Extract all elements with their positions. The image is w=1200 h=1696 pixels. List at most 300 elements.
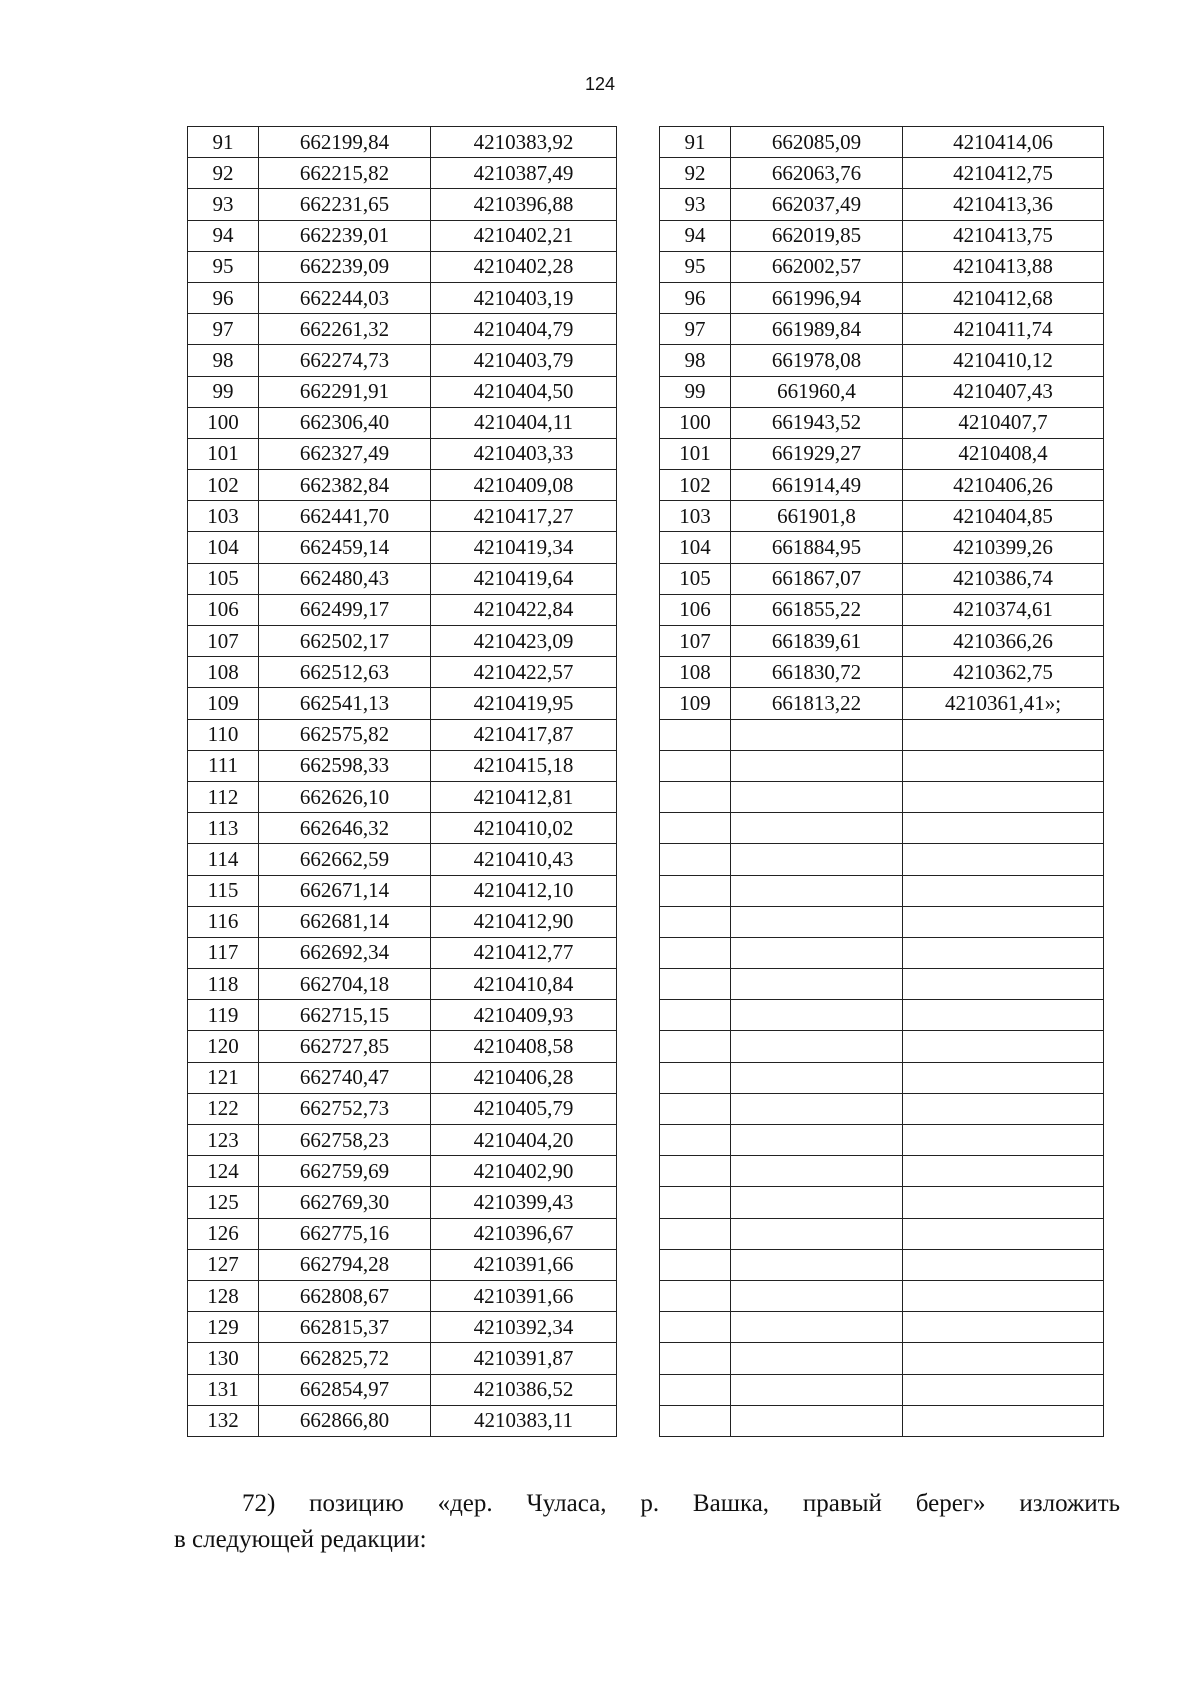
- right-y-coordinate: 4210407,43: [903, 376, 1104, 407]
- right-y-coordinate: 4210407,7: [903, 407, 1104, 438]
- table-gap: [617, 1062, 660, 1093]
- empty-cell: [660, 813, 731, 844]
- left-y-coordinate: 4210399,43: [431, 1187, 617, 1218]
- left-x-coordinate: 662866,80: [259, 1405, 431, 1436]
- table-row: [188, 688, 1104, 719]
- left-y-coordinate: 4210415,18: [431, 750, 617, 781]
- empty-cell: [731, 1280, 903, 1311]
- left-x-coordinate: 662239,09: [259, 251, 431, 282]
- left-point-number: 130: [188, 1343, 259, 1374]
- left-x-coordinate: 662671,14: [259, 875, 431, 906]
- left-point-number: 102: [188, 470, 259, 501]
- table-row: [188, 594, 1104, 625]
- left-x-coordinate: 662239,01: [259, 220, 431, 251]
- table-row: [188, 407, 1104, 438]
- left-y-coordinate: 4210404,20: [431, 1125, 617, 1156]
- right-y-coordinate: 4210374,61: [903, 594, 1104, 625]
- left-x-coordinate: 662775,16: [259, 1218, 431, 1249]
- left-point-number: 113: [188, 813, 259, 844]
- table-row: [188, 189, 1104, 220]
- left-y-coordinate: 4210410,43: [431, 844, 617, 875]
- right-y-coordinate: 4210412,68: [903, 282, 1104, 313]
- empty-cell: [731, 1031, 903, 1062]
- left-x-coordinate: 662815,37: [259, 1312, 431, 1343]
- table-gap: [617, 1405, 660, 1436]
- right-y-coordinate: 4210413,88: [903, 251, 1104, 282]
- empty-cell: [903, 1187, 1104, 1218]
- table-gap: [617, 1374, 660, 1405]
- left-point-number: 132: [188, 1405, 259, 1436]
- table-row: [188, 844, 1104, 875]
- left-point-number: 108: [188, 657, 259, 688]
- table-gap: [617, 1280, 660, 1311]
- right-point-number: 100: [660, 407, 731, 438]
- left-x-coordinate: 662681,14: [259, 906, 431, 937]
- right-y-coordinate: 4210362,75: [903, 657, 1104, 688]
- table-gap: [617, 127, 660, 158]
- table-row: [188, 1125, 1104, 1156]
- empty-cell: [731, 1343, 903, 1374]
- left-y-coordinate: 4210410,02: [431, 813, 617, 844]
- left-point-number: 123: [188, 1125, 259, 1156]
- right-point-number: 108: [660, 657, 731, 688]
- table-gap: [617, 657, 660, 688]
- right-point-number: 94: [660, 220, 731, 251]
- left-point-number: 129: [188, 1312, 259, 1343]
- empty-cell: [660, 1093, 731, 1124]
- left-y-coordinate: 4210409,93: [431, 1000, 617, 1031]
- left-point-number: 124: [188, 1156, 259, 1187]
- empty-cell: [660, 1374, 731, 1405]
- table-row: [188, 1218, 1104, 1249]
- right-point-number: 103: [660, 501, 731, 532]
- right-x-coordinate: 661978,08: [731, 345, 903, 376]
- right-x-coordinate: 661996,94: [731, 282, 903, 313]
- left-point-number: 106: [188, 594, 259, 625]
- table-row: [188, 1405, 1104, 1436]
- table-row: [188, 470, 1104, 501]
- left-x-coordinate: 662646,32: [259, 813, 431, 844]
- left-x-coordinate: 662662,59: [259, 844, 431, 875]
- empty-cell: [903, 719, 1104, 750]
- table-row: [188, 127, 1104, 158]
- left-y-coordinate: 4210402,28: [431, 251, 617, 282]
- empty-cell: [731, 1218, 903, 1249]
- table-gap: [617, 189, 660, 220]
- empty-cell: [903, 1000, 1104, 1031]
- right-y-coordinate: 4210361,41»;: [903, 688, 1104, 719]
- left-x-coordinate: 662854,97: [259, 1374, 431, 1405]
- right-x-coordinate: 661855,22: [731, 594, 903, 625]
- empty-cell: [903, 906, 1104, 937]
- right-x-coordinate: 661989,84: [731, 314, 903, 345]
- right-y-coordinate: 4210410,12: [903, 345, 1104, 376]
- empty-cell: [731, 906, 903, 937]
- table-row: [188, 1249, 1104, 1280]
- table-gap: [617, 407, 660, 438]
- empty-cell: [660, 719, 731, 750]
- left-point-number: 105: [188, 563, 259, 594]
- left-x-coordinate: 662231,65: [259, 189, 431, 220]
- table-gap: [617, 969, 660, 1000]
- left-point-number: 107: [188, 626, 259, 657]
- left-x-coordinate: 662692,34: [259, 937, 431, 968]
- right-point-number: 92: [660, 158, 731, 189]
- left-point-number: 112: [188, 781, 259, 812]
- left-y-coordinate: 4210409,08: [431, 470, 617, 501]
- right-point-number: 93: [660, 189, 731, 220]
- left-x-coordinate: 662825,72: [259, 1343, 431, 1374]
- left-point-number: 115: [188, 875, 259, 906]
- table-gap: [617, 345, 660, 376]
- left-y-coordinate: 4210396,67: [431, 1218, 617, 1249]
- left-point-number: 109: [188, 688, 259, 719]
- left-y-coordinate: 4210403,19: [431, 282, 617, 313]
- right-x-coordinate: 662037,49: [731, 189, 903, 220]
- left-y-coordinate: 4210417,27: [431, 501, 617, 532]
- table-row: [188, 1374, 1104, 1405]
- empty-cell: [903, 1280, 1104, 1311]
- right-point-number: 107: [660, 626, 731, 657]
- right-x-coordinate: 661943,52: [731, 407, 903, 438]
- left-x-coordinate: 662274,73: [259, 345, 431, 376]
- left-y-coordinate: 4210405,79: [431, 1093, 617, 1124]
- table-row: [188, 501, 1104, 532]
- empty-cell: [903, 1218, 1104, 1249]
- left-x-coordinate: 662727,85: [259, 1031, 431, 1062]
- empty-cell: [731, 1405, 903, 1436]
- table-row: [188, 563, 1104, 594]
- amendment-text-line-2: в следующей редакции:: [174, 1526, 427, 1553]
- left-x-coordinate: 662382,84: [259, 470, 431, 501]
- empty-cell: [903, 1374, 1104, 1405]
- table-gap: [617, 501, 660, 532]
- empty-cell: [731, 969, 903, 1000]
- left-y-coordinate: 4210391,66: [431, 1249, 617, 1280]
- left-y-coordinate: 4210404,79: [431, 314, 617, 345]
- empty-cell: [731, 781, 903, 812]
- table-gap: [617, 314, 660, 345]
- left-point-number: 94: [188, 220, 259, 251]
- left-y-coordinate: 4210408,58: [431, 1031, 617, 1062]
- right-y-coordinate: 4210366,26: [903, 626, 1104, 657]
- table-gap: [617, 844, 660, 875]
- empty-cell: [731, 1249, 903, 1280]
- table-gap: [617, 563, 660, 594]
- table-row: [188, 626, 1104, 657]
- empty-cell: [903, 1156, 1104, 1187]
- empty-cell: [903, 1249, 1104, 1280]
- table-row: [188, 1187, 1104, 1218]
- table-gap: [617, 719, 660, 750]
- right-x-coordinate: 661914,49: [731, 470, 903, 501]
- left-point-number: 118: [188, 969, 259, 1000]
- empty-cell: [660, 1312, 731, 1343]
- table-row: [188, 875, 1104, 906]
- left-y-coordinate: 4210403,33: [431, 438, 617, 469]
- left-point-number: 125: [188, 1187, 259, 1218]
- left-x-coordinate: 662512,63: [259, 657, 431, 688]
- table-gap: [617, 626, 660, 657]
- right-x-coordinate: 661929,27: [731, 438, 903, 469]
- left-x-coordinate: 662261,32: [259, 314, 431, 345]
- empty-cell: [660, 1218, 731, 1249]
- left-y-coordinate: 4210419,64: [431, 563, 617, 594]
- empty-cell: [660, 1405, 731, 1436]
- right-x-coordinate: 661884,95: [731, 532, 903, 563]
- left-x-coordinate: 662291,91: [259, 376, 431, 407]
- table-gap: [617, 937, 660, 968]
- left-y-coordinate: 4210387,49: [431, 158, 617, 189]
- right-x-coordinate: 661867,07: [731, 563, 903, 594]
- table-row: [188, 158, 1104, 189]
- left-point-number: 98: [188, 345, 259, 376]
- table-row: [188, 813, 1104, 844]
- empty-cell: [660, 937, 731, 968]
- left-point-number: 122: [188, 1093, 259, 1124]
- table-row: [188, 657, 1104, 688]
- left-y-coordinate: 4210412,90: [431, 906, 617, 937]
- empty-cell: [660, 906, 731, 937]
- left-x-coordinate: 662215,82: [259, 158, 431, 189]
- table-gap: [617, 282, 660, 313]
- empty-cell: [660, 1062, 731, 1093]
- empty-cell: [660, 750, 731, 781]
- left-y-coordinate: 4210392,34: [431, 1312, 617, 1343]
- left-x-coordinate: 662541,13: [259, 688, 431, 719]
- left-point-number: 110: [188, 719, 259, 750]
- empty-cell: [731, 937, 903, 968]
- right-point-number: 104: [660, 532, 731, 563]
- table-row: [188, 438, 1104, 469]
- empty-cell: [903, 1312, 1104, 1343]
- right-y-coordinate: 4210399,26: [903, 532, 1104, 563]
- empty-cell: [903, 875, 1104, 906]
- table-row: [188, 1280, 1104, 1311]
- left-y-coordinate: 4210383,92: [431, 127, 617, 158]
- empty-cell: [660, 1249, 731, 1280]
- empty-cell: [903, 781, 1104, 812]
- left-point-number: 97: [188, 314, 259, 345]
- table-gap: [617, 594, 660, 625]
- left-point-number: 100: [188, 407, 259, 438]
- left-x-coordinate: 662715,15: [259, 1000, 431, 1031]
- table-row: [188, 1343, 1104, 1374]
- table-row: [188, 781, 1104, 812]
- empty-cell: [903, 844, 1104, 875]
- left-x-coordinate: 662441,70: [259, 501, 431, 532]
- left-x-coordinate: 662598,33: [259, 750, 431, 781]
- right-point-number: 102: [660, 470, 731, 501]
- table-gap: [617, 532, 660, 563]
- left-y-coordinate: 4210419,34: [431, 532, 617, 563]
- left-point-number: 95: [188, 251, 259, 282]
- left-y-coordinate: 4210402,90: [431, 1156, 617, 1187]
- left-y-coordinate: 4210404,50: [431, 376, 617, 407]
- table-row: [188, 1031, 1104, 1062]
- right-y-coordinate: 4210406,26: [903, 470, 1104, 501]
- page-number: 124: [584, 74, 616, 94]
- left-point-number: 120: [188, 1031, 259, 1062]
- right-point-number: 106: [660, 594, 731, 625]
- table-row: [188, 282, 1104, 313]
- left-y-coordinate: 4210419,95: [431, 688, 617, 719]
- empty-cell: [731, 719, 903, 750]
- table-row: [188, 345, 1104, 376]
- table-gap: [617, 376, 660, 407]
- table-row: [188, 1062, 1104, 1093]
- left-x-coordinate: 662575,82: [259, 719, 431, 750]
- left-y-coordinate: 4210383,11: [431, 1405, 617, 1436]
- empty-cell: [660, 1187, 731, 1218]
- right-x-coordinate: 661901,8: [731, 501, 903, 532]
- left-x-coordinate: 662244,03: [259, 282, 431, 313]
- table-gap: [617, 1000, 660, 1031]
- right-y-coordinate: 4210413,36: [903, 189, 1104, 220]
- empty-cell: [903, 1062, 1104, 1093]
- right-y-coordinate: 4210408,4: [903, 438, 1104, 469]
- empty-cell: [660, 781, 731, 812]
- right-x-coordinate: 661960,4: [731, 376, 903, 407]
- left-y-coordinate: 4210410,84: [431, 969, 617, 1000]
- left-y-coordinate: 4210412,10: [431, 875, 617, 906]
- left-point-number: 91: [188, 127, 259, 158]
- left-y-coordinate: 4210412,77: [431, 937, 617, 968]
- right-point-number: 96: [660, 282, 731, 313]
- amendment-text-line-1: 72) позицию «дер. Чуласа, р. Вашка, правый берег» изложить: [242, 1490, 1120, 1517]
- left-x-coordinate: 662740,47: [259, 1062, 431, 1093]
- left-y-coordinate: 4210404,11: [431, 407, 617, 438]
- left-x-coordinate: 662480,43: [259, 563, 431, 594]
- right-x-coordinate: 661830,72: [731, 657, 903, 688]
- left-x-coordinate: 662306,40: [259, 407, 431, 438]
- table-row: [188, 750, 1104, 781]
- empty-cell: [660, 1280, 731, 1311]
- left-point-number: 119: [188, 1000, 259, 1031]
- table-gap: [617, 1125, 660, 1156]
- left-x-coordinate: 662499,17: [259, 594, 431, 625]
- empty-cell: [731, 1374, 903, 1405]
- table-gap: [617, 1187, 660, 1218]
- table-gap: [617, 688, 660, 719]
- left-y-coordinate: 4210422,57: [431, 657, 617, 688]
- empty-cell: [660, 844, 731, 875]
- empty-cell: [903, 969, 1104, 1000]
- table-gap: [617, 470, 660, 501]
- table-gap: [617, 1031, 660, 1062]
- table-gap: [617, 1093, 660, 1124]
- left-point-number: 99: [188, 376, 259, 407]
- left-y-coordinate: 4210403,79: [431, 345, 617, 376]
- left-y-coordinate: 4210386,52: [431, 1374, 617, 1405]
- left-y-coordinate: 4210412,81: [431, 781, 617, 812]
- left-y-coordinate: 4210423,09: [431, 626, 617, 657]
- empty-cell: [903, 1031, 1104, 1062]
- right-y-coordinate: 4210412,75: [903, 158, 1104, 189]
- empty-cell: [660, 1125, 731, 1156]
- left-point-number: 126: [188, 1218, 259, 1249]
- right-y-coordinate: 4210386,74: [903, 563, 1104, 594]
- empty-cell: [731, 1187, 903, 1218]
- table-row: [188, 719, 1104, 750]
- left-y-coordinate: 4210391,66: [431, 1280, 617, 1311]
- empty-cell: [731, 1062, 903, 1093]
- table-row: [188, 1000, 1104, 1031]
- left-x-coordinate: 662752,73: [259, 1093, 431, 1124]
- left-x-coordinate: 662794,28: [259, 1249, 431, 1280]
- right-point-number: 99: [660, 376, 731, 407]
- right-x-coordinate: 662063,76: [731, 158, 903, 189]
- table-row: [188, 1312, 1104, 1343]
- right-x-coordinate: 661839,61: [731, 626, 903, 657]
- table-row: [188, 314, 1104, 345]
- right-y-coordinate: 4210411,74: [903, 314, 1104, 345]
- empty-cell: [731, 844, 903, 875]
- table-row: [188, 1093, 1104, 1124]
- empty-cell: [731, 1093, 903, 1124]
- empty-cell: [731, 1000, 903, 1031]
- left-x-coordinate: 662199,84: [259, 127, 431, 158]
- left-x-coordinate: 662758,23: [259, 1125, 431, 1156]
- table-gap: [617, 1343, 660, 1374]
- table-gap: [617, 750, 660, 781]
- left-point-number: 103: [188, 501, 259, 532]
- table-gap: [617, 220, 660, 251]
- left-point-number: 111: [188, 750, 259, 781]
- empty-cell: [903, 1405, 1104, 1436]
- left-y-coordinate: 4210391,87: [431, 1343, 617, 1374]
- empty-cell: [660, 1000, 731, 1031]
- table-row: [188, 969, 1104, 1000]
- table-gap: [617, 1218, 660, 1249]
- table-gap: [617, 158, 660, 189]
- empty-cell: [660, 969, 731, 1000]
- table-gap: [617, 1312, 660, 1343]
- right-point-number: 98: [660, 345, 731, 376]
- left-x-coordinate: 662769,30: [259, 1187, 431, 1218]
- left-x-coordinate: 662626,10: [259, 781, 431, 812]
- table-row: [188, 532, 1104, 563]
- right-x-coordinate: 662085,09: [731, 127, 903, 158]
- left-point-number: 96: [188, 282, 259, 313]
- empty-cell: [731, 875, 903, 906]
- left-point-number: 131: [188, 1374, 259, 1405]
- coordinates-table: [187, 126, 1104, 1437]
- empty-cell: [903, 750, 1104, 781]
- right-x-coordinate: 662019,85: [731, 220, 903, 251]
- left-point-number: 121: [188, 1062, 259, 1093]
- left-y-coordinate: 4210402,21: [431, 220, 617, 251]
- table-gap: [617, 781, 660, 812]
- table-gap: [617, 875, 660, 906]
- left-point-number: 101: [188, 438, 259, 469]
- table-row: [188, 1156, 1104, 1187]
- empty-cell: [660, 1156, 731, 1187]
- right-y-coordinate: 4210404,85: [903, 501, 1104, 532]
- table-gap: [617, 438, 660, 469]
- table-row: [188, 376, 1104, 407]
- left-y-coordinate: 4210422,84: [431, 594, 617, 625]
- left-y-coordinate: 4210406,28: [431, 1062, 617, 1093]
- right-point-number: 91: [660, 127, 731, 158]
- left-y-coordinate: 4210396,88: [431, 189, 617, 220]
- left-point-number: 92: [188, 158, 259, 189]
- left-x-coordinate: 662808,67: [259, 1280, 431, 1311]
- empty-cell: [903, 1093, 1104, 1124]
- left-x-coordinate: 662327,49: [259, 438, 431, 469]
- empty-cell: [903, 813, 1104, 844]
- empty-cell: [660, 1343, 731, 1374]
